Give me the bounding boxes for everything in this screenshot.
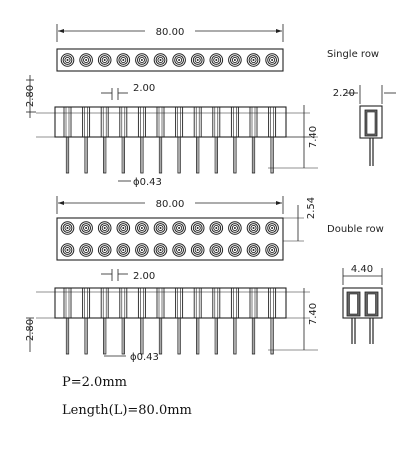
socket xyxy=(210,244,223,257)
socket xyxy=(98,222,111,235)
single-diameter-dimension: ϕ0.43 xyxy=(133,177,162,188)
socket xyxy=(136,54,149,67)
socket xyxy=(247,222,260,235)
pin xyxy=(120,288,127,354)
length-note: Length(L)=80.0mm xyxy=(62,403,192,418)
pin xyxy=(176,288,183,354)
socket xyxy=(117,54,130,67)
socket xyxy=(98,54,111,67)
single-offset-dimension: 2.80 xyxy=(25,84,36,108)
socket xyxy=(191,222,204,235)
socket xyxy=(154,244,167,257)
pin xyxy=(157,288,164,354)
single-width-dimension: 2.20 xyxy=(332,88,355,99)
double-row-pins xyxy=(64,288,276,354)
double-pitch-dimension: 2.00 xyxy=(133,271,156,282)
pin xyxy=(83,288,90,354)
pin xyxy=(250,107,257,173)
socket xyxy=(117,244,130,257)
pin xyxy=(101,107,108,173)
double-row-spacing-dimension: 2.54 xyxy=(306,196,317,220)
pin xyxy=(269,107,276,173)
socket xyxy=(80,222,93,235)
double-row-sockets xyxy=(61,222,278,257)
double-width-dimension: 4.40 xyxy=(350,264,374,275)
single-row-pins xyxy=(64,107,276,173)
socket xyxy=(266,244,279,257)
single-row-sockets xyxy=(61,54,278,67)
socket xyxy=(191,244,204,257)
pin xyxy=(231,107,238,173)
single-length-dimension: 80.00 xyxy=(155,27,185,38)
socket xyxy=(61,54,74,67)
socket xyxy=(266,54,279,67)
socket xyxy=(247,244,260,257)
double-row-side-view xyxy=(25,269,319,363)
single-height-dimension: 7.40 xyxy=(308,125,319,149)
socket xyxy=(210,222,223,235)
single-row-end-view xyxy=(333,85,396,166)
socket xyxy=(117,222,130,235)
pin xyxy=(83,107,90,173)
pitch-note: P=2.0mm xyxy=(62,375,127,390)
pin xyxy=(176,107,183,173)
single-row-side-view xyxy=(25,75,319,188)
socket xyxy=(266,222,279,235)
socket xyxy=(173,244,186,257)
socket xyxy=(210,54,223,67)
socket xyxy=(80,244,93,257)
pin xyxy=(64,107,71,173)
pin xyxy=(157,107,164,173)
pin xyxy=(269,288,276,354)
socket xyxy=(154,222,167,235)
pin xyxy=(138,107,145,173)
socket xyxy=(154,54,167,67)
socket xyxy=(80,54,93,67)
single-pitch-dimension: 2.00 xyxy=(133,83,156,94)
socket xyxy=(191,54,204,67)
socket xyxy=(229,54,242,67)
socket xyxy=(98,244,111,257)
single-row-label: Single row xyxy=(327,49,380,60)
socket xyxy=(229,244,242,257)
pin xyxy=(138,288,145,354)
pin xyxy=(213,288,220,354)
socket xyxy=(229,222,242,235)
pin xyxy=(231,288,238,354)
double-row-top-view xyxy=(57,196,384,260)
pin xyxy=(101,288,108,354)
double-length-dimension: 80.00 xyxy=(155,199,185,210)
pin xyxy=(213,107,220,173)
pin xyxy=(194,107,201,173)
socket xyxy=(61,222,74,235)
socket xyxy=(173,222,186,235)
pin xyxy=(194,288,201,354)
pin xyxy=(120,107,127,173)
pin xyxy=(64,288,71,354)
socket xyxy=(136,222,149,235)
double-row-end-view xyxy=(343,264,382,344)
pin xyxy=(250,288,257,354)
socket xyxy=(247,54,260,67)
socket xyxy=(61,244,74,257)
double-diameter-dimension: ϕ0.43 xyxy=(130,352,159,363)
double-offset-dimension: 2.80 xyxy=(25,318,36,342)
socket xyxy=(173,54,186,67)
double-row-label: Double row xyxy=(327,224,384,235)
single-row-top-view xyxy=(57,24,379,71)
double-height-dimension: 7.40 xyxy=(308,302,319,326)
socket xyxy=(136,244,149,257)
